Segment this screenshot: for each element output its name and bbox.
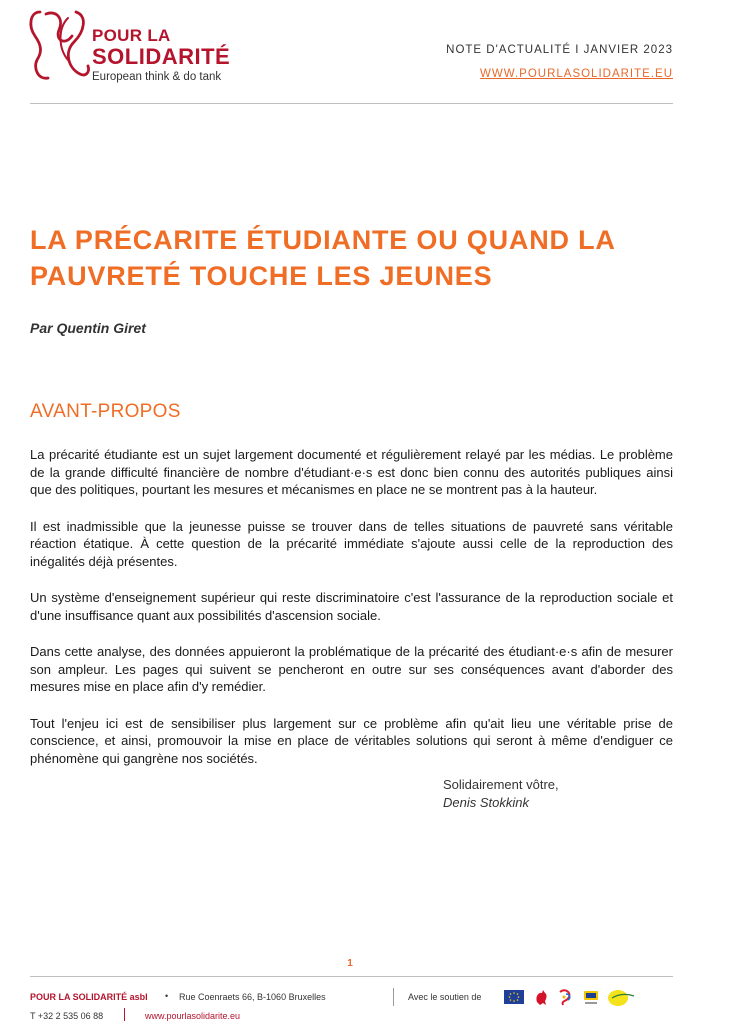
signature-block bbox=[443, 776, 559, 812]
footer-address: Rue Coenraets 66, B-1060 Bruxelles bbox=[179, 992, 326, 1002]
paragraph: La précarité étudiante est un sujet largement documenté et régulièrement relayé par les médias. Le problème de la grande difficulté financière de nombre d'étudiant·e·s est donc bien connu des autorités publiques ainsi que des politiques, pourtant les mesures et mécanismes en place ne se montrent pas à la hauteur. bbox=[30, 447, 673, 497]
paragraph: Tout l'enjeu ici est de sensibiliser plus largement sur ce problème afin qu'ait lieu une véritable prise de conscience, et ainsi, promouvoir la mise en place de véritables solutions qui seront à même d'endiguer ce phénomène qui gangrène nos sociétés. bbox=[30, 715, 673, 766]
sponsor-yellow-circle-icon bbox=[606, 988, 638, 1008]
eu-flag-icon bbox=[504, 990, 524, 1004]
federation-wallonie-bruxelles-icon bbox=[557, 988, 575, 1008]
header-divider bbox=[30, 103, 673, 104]
logo-text-line1: POUR LA bbox=[92, 26, 171, 45]
page-number: 1 bbox=[347, 958, 353, 969]
header-website-link[interactable]: WWW.POURLASOLIDARITE.EU bbox=[480, 68, 673, 80]
logo-tagline: European think & do tank bbox=[92, 71, 222, 83]
footer-org-name: POUR LA SOLIDARITÉ asbl bbox=[30, 992, 148, 1002]
paragraph: Un système d'enseignement supérieur qui reste discriminatoire c'est l'assurance de la reproduction sociale et d'une insuffisance quant aux possibilités d'ascension sociale. bbox=[30, 590, 673, 623]
footer-bullet: • bbox=[165, 991, 169, 1001]
signatory-name: Denis Stokkink bbox=[443, 795, 529, 810]
wallonie-rooster-icon bbox=[533, 988, 549, 1008]
paragraph: Il est inadmissible que la jeunesse puisse se trouver dans de telles situations de pauvreté sans véritable réaction étatique. À cette question de la précarité immédiate s'ajoute aussi celle de la reproduction des inégalités déjà présentes. bbox=[30, 518, 673, 569]
section-heading: AVANT-PROPOS bbox=[30, 401, 181, 422]
bruxelles-emploi-icon bbox=[582, 988, 600, 1008]
footer-separator bbox=[124, 1008, 125, 1021]
logo bbox=[28, 8, 238, 88]
footer-phone: T +32 2 535 06 88 bbox=[30, 1011, 104, 1021]
document-author: Par Quentin Giret bbox=[30, 320, 146, 336]
logo-mark-icon bbox=[28, 8, 92, 88]
logo-text-line2: SOLIDARITÉ bbox=[92, 44, 231, 69]
footer-website-link[interactable]: www.pourlasolidarite.eu bbox=[145, 1011, 241, 1021]
document-body bbox=[30, 446, 673, 786]
paragraph: Dans cette analyse, des données appuieront la problématique de la précarité des étudiant·e·s afin de mesurer son ampleur. Les pages qui suivent se pencheront en outre sur ses conséquences avant d'aborder des mesures mise en place afin d'y remédier. bbox=[30, 644, 673, 694]
document-title: LA PRÉCARITE ÉTUDIANTE OU QUAND LA PAUVRETÉ TOUCHE LES JEUNES bbox=[30, 225, 615, 291]
footer-support-label: Avec le soutien de bbox=[408, 992, 482, 1002]
footer-support-separator bbox=[393, 988, 394, 1006]
closing-text: Solidairement vôtre, bbox=[443, 777, 559, 792]
footer-divider bbox=[30, 976, 673, 977]
header-note: NOTE D'ACTUALITÉ I JANVIER 2023 bbox=[446, 44, 673, 56]
